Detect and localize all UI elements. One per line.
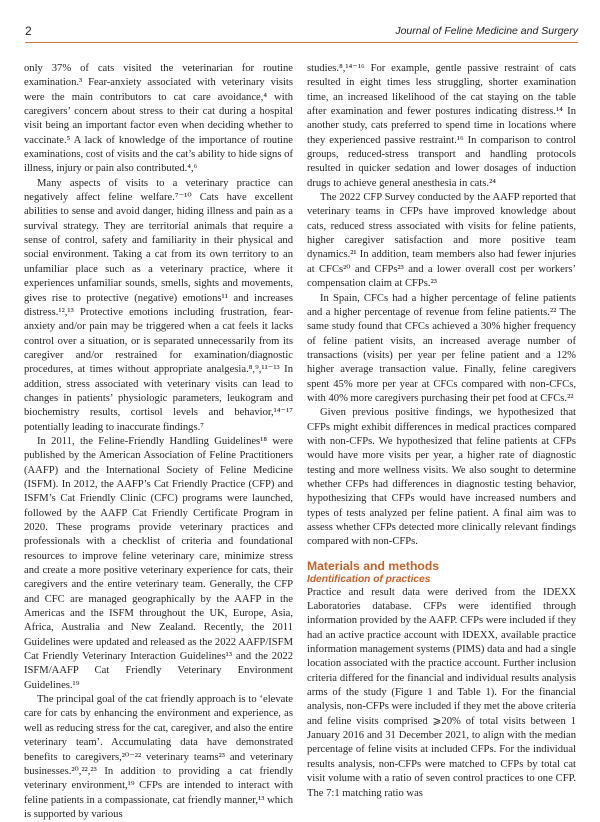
paragraph: studies.⁸,¹⁴⁻¹⁶ For example, gentle passive restraint of cats resulted in eight times less struggling, shorter examination time, an increased likelihood of the cat staying on the table after examination and fewer postures indicating distress.¹⁴ In another study, cats preferred to spend time in locations where they experienced passive restraint.¹⁶ In comparison to control groups, reduced-stress transport and handling protocols resulted in quicker sedation and lower dosages of induction drugs to achieve general anesthesia in cats.²⁴	[307, 63, 576, 189]
section-heading: Materials and methods	[307, 558, 440, 573]
paragraph: The 2022 CFP Survey conducted by the AAFP reported that veterinary teams in CFPs have improved knowledge about cats, reduced stress associated with visits for feline patients, higher caregiver satisfaction and more positive team dynamics.²¹ In addition, team members also had fewer injuries at CFCs²⁰ and CFPs²³ and a lower overall cost per workers’ compensation claim at CFPs.²³	[307, 192, 576, 290]
paragraph: In Spain, CFCs had a higher percentage of feline patients and a higher percentage of revenue from feline patients.²² The same study found that CFCs achieved a 30% higher frequency of feline patient visits, an increased average number of transactions (visits) per year per feline patient and a 12% higher average transaction value. Finally, feline caregivers spent 45% more per year at CFCs compared with non-CFCs, with 40% more caregivers purchasing their pet food at CFCs.²²	[307, 292, 576, 404]
paragraph: only 37% of cats visited the veterinarian for routine examination.³ Fear-anxiety associated with veterinary visits were the main contributors to cat care avoidance,⁴ with caregivers’ concern about stress to their cat during a hospital visit being an important factor even when deciding whether to vaccinate.⁵ A lack of knowledge of the importance of routine examinations, cost of visits and the cat’s ability to hide signs of illness, injury or pain also contributed.⁴,⁶	[24, 63, 293, 175]
left-column	[24, 62, 293, 822]
paragraph: Many aspects of visits to a veterinary practice can negatively affect feline welfare.⁷⁻¹⁰ Cats have excellent abilities to sense and avoid danger, hiding illness and pain as a survival strategy. They are territorial animals that require a sense of control, safety and familiarity in their physical and social environment. Taking a cat from its own territory to an unfamiliar place such as a veterinary practice, where it experiences unfamiliar sounds, smells, sights and movements, gives rise to protective (negative) emotions¹¹ and increases distress.¹²,¹³ Protective emotions including frustration, fear-anxiety and/or pain may be triggered when a cat feels it lacks control over a situation, or is separated unnecessarily from its caregiver and/or restrained for examination/diagnostic procedures, at times without appropriate analgesia.⁸,⁹,¹¹⁻¹³ In addition, stress associated with veterinary visits can lead to changes in patients’ physiologic parameters, leukogram and biochemistry results, cortisol levels and behavior,¹⁴⁻¹⁷ potentially leading to inaccurate findings.⁷	[24, 177, 293, 433]
running-header	[25, 24, 578, 43]
subsection-heading: Identification of practices	[307, 573, 431, 585]
paragraph: In 2011, the Feline-Friendly Handling Guidelines¹⁸ were published by the American Association of Feline Practitioners (AAFP) and the International Society of Feline Medicine (ISFM). In 2012, the AAFP’s Cat Friendly Practice (CFP) and ISFM’s Cat Friendly Clinic (CFC) programs were launched, followed by the AAFP Cat Friendly Certificate Program in 2020. These programs provide veterinary practices and professionals with a checklist of criteria and foundational resources to improve feline veterinary care, minimize stress and create a more positive veterinary experience for cats, their caregivers and the entire veterinary team. Generally, the CFP and CFC are managed geographically by the AAFP in the Americas and the ISFM throughout the UK, Europe, Asia, Africa, Australia and New Zealand. Recently, the 2011 Guidelines were updated and released as the 2022 AAFP/ISFM Cat Friendly Veterinary Interaction Guidelines¹³ and the 2022 ISFM/AAFP Cat Friendly Veterinary Environment Guidelines.¹⁹	[24, 435, 293, 691]
paragraph: The principal goal of the cat friendly approach is to ‘elevate care for cats by enhancing the environment and experience, as well as reducing stress for the cat, caregiver, and also the entire veterinary team’. Accumulating data have demonstrated benefits to caregivers,²⁰⁻²² veterinary teams²³ and veterinary businesses.²⁰,²²,²³ In addition to providing a cat friendly veterinary environment,¹⁹ CFPs are intended to interact with feline patients in a compassionate, cat friendly manner,¹³ which is supported by various	[24, 694, 293, 820]
journal-title: Journal of Feline Medicine and Surgery	[395, 25, 578, 37]
methods-paragraph: Practice and result data were derived from the IDEXX Laboratories database. CFPs were identified through information provided by the AAFP. CFPs were included if they had an active practice account with IDEXX, available practice information management systems (PIMS) data and had a single location associated with the practice account. Further inclusion criteria differed for the financial and individual results analysis arms of the study (Figure 1 and Table 1). For the financial analysis, non-CFPs were included if they met the above criteria and feline visits comprised ⩾20% of total visits between 1 January 2016 and 31 December 2021, to align with the median percentage of feline visits at included CFPs. For the individual results analysis, non-CFPs were matched to CFPs by total cat visit volume with a ratio of seven control practices to one CFP. The 7:1 matching ratio was	[307, 586, 576, 799]
paragraph: Given previous positive findings, we hypothesized that CFPs might exhibit differences in medical practices compared with non-CFPs. We hypothesized that feline patients at CFPs would have more visits per year, a higher rate of diagnostic testing and more wellness visits. We also sought to determine whether CFPs had differences in diagnostic testing behavior, hypothesizing that CFPs would have increased numbers and types of tests analyzed per feline patient. A final aim was to assess whether CFPs detected more clinically relevant findings compared with non-CFPs.	[307, 407, 576, 548]
right-column	[307, 62, 576, 801]
page-number: 2	[25, 24, 32, 38]
